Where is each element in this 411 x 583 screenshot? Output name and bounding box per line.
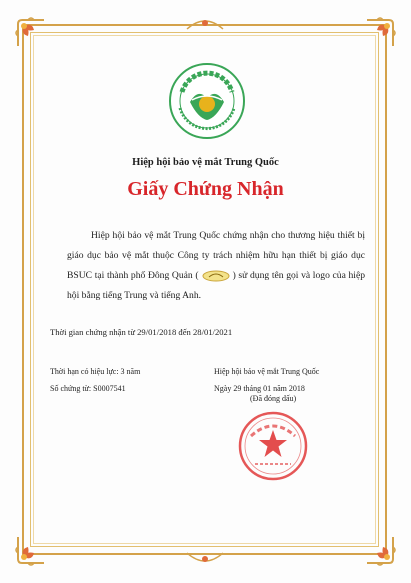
corner-ornament-icon [14,533,48,567]
association-logo-icon [168,62,246,140]
left-info-block [50,363,140,397]
right-info-block [214,363,319,397]
top-ornament-icon [185,17,225,31]
corner-ornament-icon [363,16,397,50]
certificate-number: Số chứng từ: S0007541 [50,384,126,393]
red-seal-stamp-icon [237,410,309,482]
corner-ornament-icon [363,533,397,567]
organization-name: Hiệp hội bảo vệ mắt Trung Quốc [132,157,279,168]
issuer-name: Hiệp hội bảo vệ mắt Trung Quốc [214,367,320,376]
issue-date: Ngày 29 tháng 01 năm 2018 [214,384,305,393]
validity-text: Thời hạn có hiệu lực: 3 năm [50,367,141,376]
stamp-note: (Đã đóng dấu) [250,394,297,403]
certification-period: Thời gian chứng nhận từ 29/01/2018 đến 28/01/2021 [50,327,233,337]
certificate-title: Giấy Chứng Nhận [127,178,284,200]
body-text-part-2: ) sử dụng tên gọi và logo của hiệp hội bằng tiếng Trung và tiếng Anh. [67,270,365,301]
certificate-body [67,226,365,306]
body-text-part-1: Hiệp hội bảo vệ mắt Trung Quốc chứng nhận cho thương hiệu thiết bị giáo dục bảo vệ mắt thuộc Công ty trách nhiệm hữu hạn thiết bị giáo dục BSUC tại thành phố Đông Quản ( [67,230,365,281]
corner-ornament-icon [14,16,48,50]
bottom-ornament-icon [185,551,225,565]
brand-logo-icon [201,269,231,283]
